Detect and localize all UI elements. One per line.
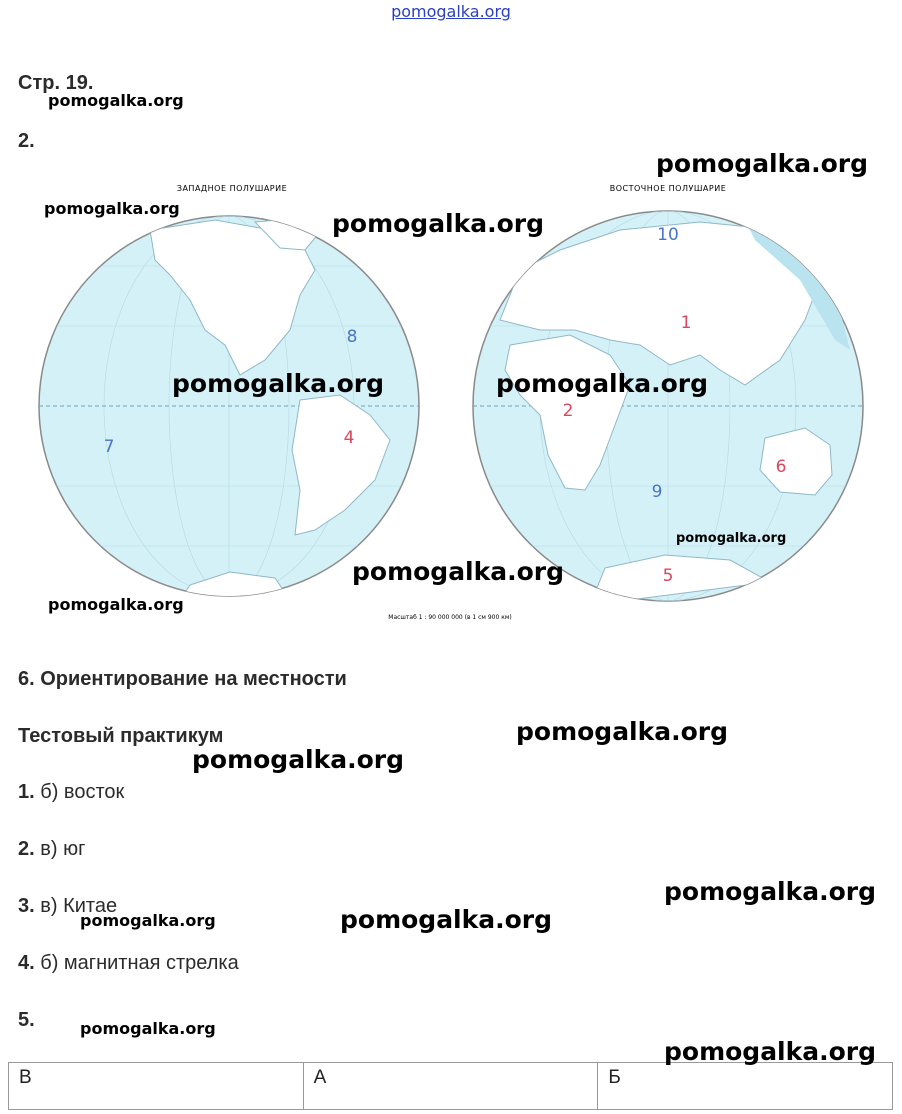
answer-4 [18,952,239,975]
table-cell: Б [598,1063,893,1110]
watermark: pomogalka.org [332,209,545,238]
answer-5-number: 5. [18,1009,35,1031]
answer-table [8,1062,893,1110]
eastern-hemisphere-title: ВОСТОЧНОЕ ПОЛУШАРИЕ [609,184,727,193]
watermark: pomogalka.org [48,595,184,614]
map-number-9: 9 [651,482,663,502]
watermark: pomogalka.org [676,531,787,546]
watermark: pomogalka.org [172,369,385,398]
watermark: pomogalka.org [516,717,729,746]
page-reference: Стр. 19. [18,72,94,94]
answer-3-text: в) Китае [34,895,118,917]
answer-4-text: б) магнитная стрелка [34,952,239,974]
answer-2-text: в) юг [34,838,86,860]
map-number-6: 6 [775,457,787,477]
answer-1 [18,781,124,804]
watermark: pomogalka.org [48,91,184,110]
answer-3-number: 3. [18,895,35,917]
table-cell: В [9,1063,304,1110]
subsection-title: Тестовый практикум [18,725,224,747]
watermark: pomogalka.org [80,911,216,930]
watermark: pomogalka.org [664,1037,877,1066]
watermark: pomogalka.org [44,199,180,218]
map-number-4: 4 [343,428,355,448]
watermark: pomogalka.org [496,369,709,398]
map-number-7: 7 [103,437,115,457]
answer-2-number: 2. [18,838,35,860]
answer-1-number: 1. [18,781,35,803]
section-title: 6. Ориентирование на местности [18,668,347,690]
watermark: pomogalka.org [664,877,877,906]
table-row [9,1063,893,1110]
site-link[interactable]: pomogalka.org [391,2,511,21]
map-number-8: 8 [346,327,358,347]
map-number-5: 5 [662,566,674,586]
answer-2 [18,838,85,861]
answer-4-number: 4. [18,952,35,974]
watermark: pomogalka.org [192,745,405,774]
task-number: 2. [18,130,35,152]
answer-1-text: б) восток [34,781,125,803]
western-hemisphere-title: ЗАПАДНОЕ ПОЛУШАРИЕ [176,184,288,193]
map-scale-caption: Масштаб 1 : 90 000 000 (в 1 см 900 км) [388,614,512,621]
watermark: pomogalka.org [352,557,565,586]
map-number-2: 2 [562,401,574,421]
watermark: pomogalka.org [340,905,553,934]
watermark: pomogalka.org [80,1019,216,1038]
watermark: pomogalka.org [656,149,869,178]
answer-5 [18,1009,35,1032]
map-number-1: 1 [680,313,692,333]
table-cell: А [303,1063,598,1110]
map-number-10: 10 [657,225,679,245]
